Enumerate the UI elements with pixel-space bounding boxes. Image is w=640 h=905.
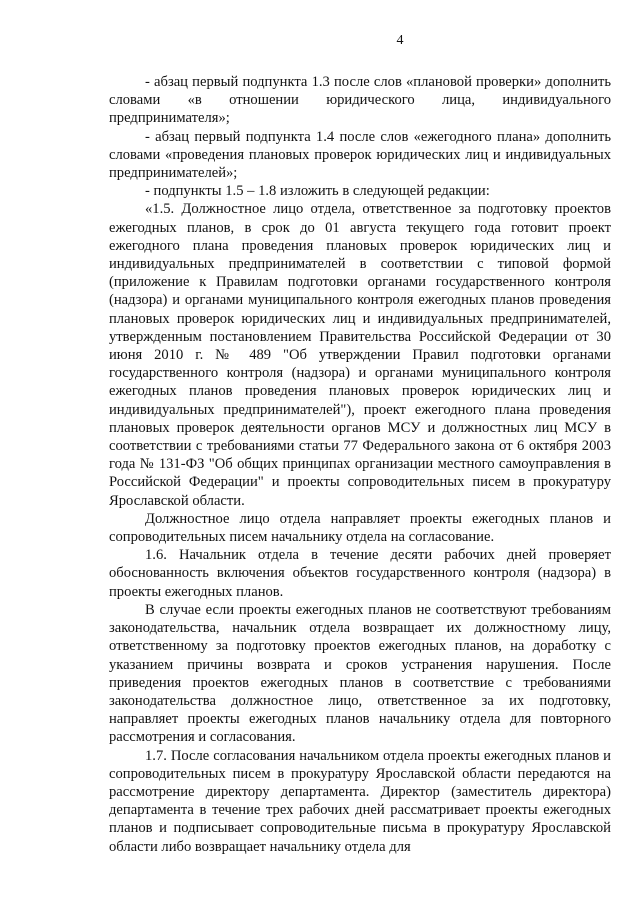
paragraph-amend-1-3: - абзац первый подпункта 1.3 после слов «плановой проверки» дополнить словами «в отношении юридического лица, индивидуального предпринимателя»; (109, 74, 611, 127)
paragraph-amend-1-4: - абзац первый подпункта 1.4 после слов «ежегодного плана» дополнить словами «проведения плановых проверок юридических лиц и индивидуальных предпринимателей»; (109, 128, 611, 182)
document-body (109, 73, 611, 856)
paragraph-noncompliance: В случае если проекты ежегодных планов не соответствуют требованиям законодательства, начальник отдела возвращает их должностному лицу, ответственному за подготовку проектов ежегодных планов, на доработку с указанием причины возврата и сроков устранения нарушения. После приведения проектов ежегодных планов в соответствие с требованиями законодательства должностное лицо, ответственное за их подготовку, направляет проекты ежегодных планов начальнику отдела для повторного рассмотрения и согласования. (109, 601, 611, 746)
paragraph-official-sends: Должностное лицо отдела направляет проекты ежегодных планов и сопроводительных писем начальнику отдела на согласование. (109, 510, 611, 546)
page-number: 4 (396, 33, 404, 48)
paragraph-1-5: «1.5. Должностное лицо отдела, ответственное за подготовку проектов ежегодных планов, в срок до 01 августа текущего года готовит проект ежегодного плана проведения плановых проверок юридических лиц и индивидуальных предпринимателей в соответствии с типовой формой (приложение к Правилам подготовки органами государственного контроля (надзора) и органами муниципального контроля ежегодных планов проведения плановых проверок юридических лиц и индивидуальных предпринимателей, утвержденным постановлением Правительства Российской Федерации от 30 июня 2010 г. № 489 "Об утверждении Правил подготовки органами государственного контроля (надзора) и органами муниципального контроля ежегодных планов проведения плановых проверок юридических лиц и индивидуальных предпринимателей"), проект ежегодного плана проведения плановых проверок деятельности органов МСУ и должностных лиц МСУ в соответствии с требованиями статьи 77 Федерального закона от 6 октября 2003 года № 131-ФЗ "Об общих принципах организации местного самоуправления в Российской Федерации" и проекты сопроводительных писем в прокуратуру Ярославской области. (109, 201, 611, 509)
paragraph-1-7: 1.7. После согласования начальником отдела проекты ежегодных планов и сопроводительных писем в прокуратуру Ярославской области передаются на рассмотрение директору департамента. Директор (заместитель директора) департамента в течение трех рабочих дней рассматривает проекты ежегодных планов и подписывает сопроводительные письма в прокуратуру Ярославской области либо возвращает начальнику отдела для (109, 747, 611, 855)
paragraph-amend-1-5-1-8: - подпункты 1.5 – 1.8 изложить в следующей редакции: (145, 183, 490, 200)
paragraph-1-6: 1.6. Начальник отдела в течение десяти рабочих дней проверяет обоснованность включения объектов государственного контроля (надзора) в проекты ежегодных планов. (109, 547, 611, 600)
